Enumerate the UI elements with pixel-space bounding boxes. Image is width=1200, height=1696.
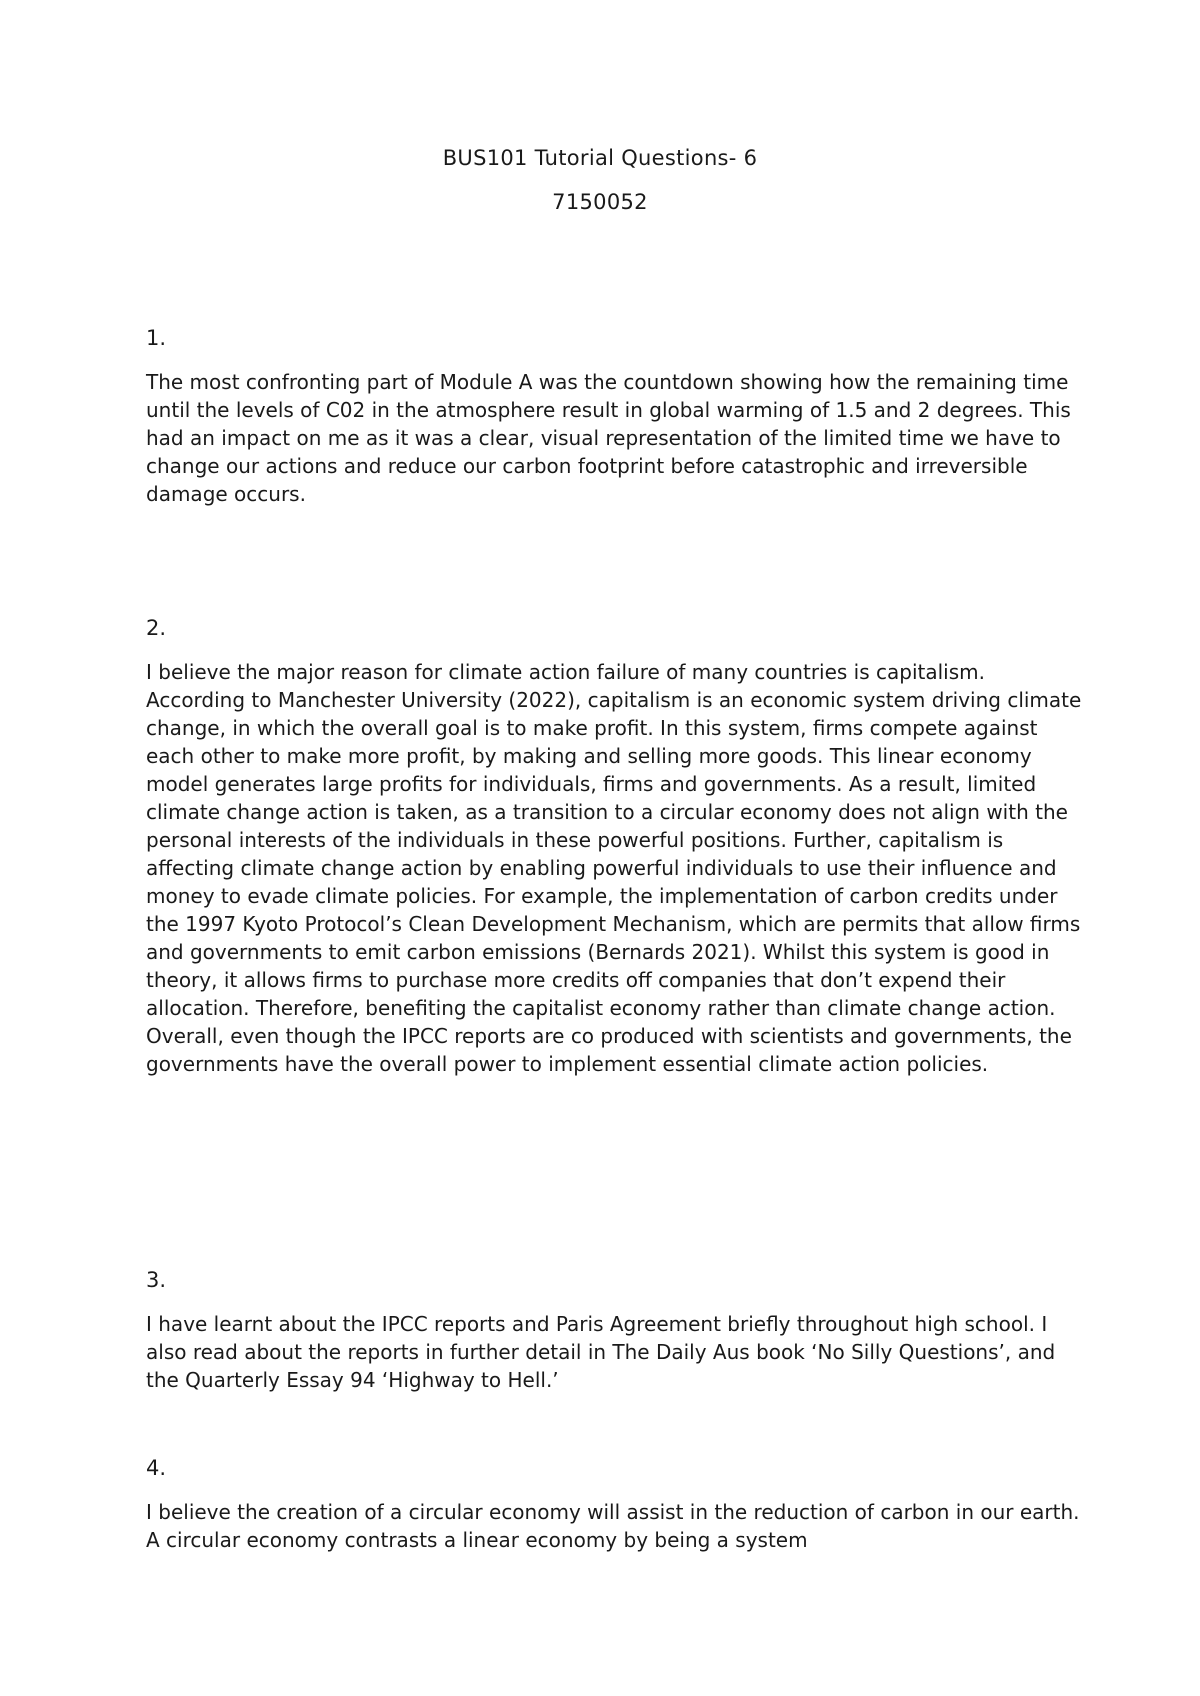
question-number: 3. xyxy=(146,1268,167,1292)
document-title: BUS101 Tutorial Questions- 6 xyxy=(442,146,758,170)
question-answer: The most confronting part of Module A was the countdown showing how the remaining time until the levels of C02 in the atmosphere result in global warming of 1.5 and 2 degrees. This had an impact on me as it was a clear, visual representation of the limited time we have to change our actions and reduce our carbon footprint before catastrophic and irreversible damage occurs. xyxy=(146,370,1071,506)
question-answer: I have learnt about the IPCC reports and Paris Agreement briefly throughout high school. I also read about the reports in further detail in The Daily Aus book ‘No Silly Questions’, and the Quarterly Essay 94 ‘Highway to Hell.’ xyxy=(146,1312,1056,1392)
question-2 xyxy=(146,614,1086,1078)
question-number: 2. xyxy=(146,616,167,640)
question-1 xyxy=(146,324,1086,508)
question-number: 4. xyxy=(146,1456,167,1480)
question-3 xyxy=(146,1266,1086,1394)
question-number: 1. xyxy=(146,326,167,350)
question-4 xyxy=(146,1454,1086,1554)
question-answer: I believe the creation of a circular economy will assist in the reduction of carbon in our earth. A circular economy contrasts a linear economy by being a system xyxy=(146,1500,1080,1552)
question-answer: I believe the major reason for climate action failure of many countries is capitalism. According to Manchester University (2022), capitalism is an economic system driving climate change, in which the overall goal is to make profit. In this system, firms compete against each other to make more profit, by making and selling more goods. This linear economy model generates large profits for individuals, firms and governments. As a result, limited climate change action is taken, as a transition to a circular economy does not align with the personal interests of the individuals in these powerful positions. Further, capitalism is affecting climate change action by enabling powerful individuals to use their influence and money to evade climate policies. For example, the implementation of carbon credits under the 1997 Kyoto Protocol’s Clean Development Mechanism, which are permits that allow firms and governments to emit carbon emissions (Bernards 2021). Whilst this system is good in theory, it allows firms to purchase more credits off companies that don’t expend their allocation. Therefore, benefiting the capitalist economy rather than climate change action. Overall, even though the IPCC reports are co produced with scientists and governments, the governments have the overall power to implement essential climate action policies. xyxy=(146,660,1082,1076)
student-id: 7150052 xyxy=(552,190,648,214)
